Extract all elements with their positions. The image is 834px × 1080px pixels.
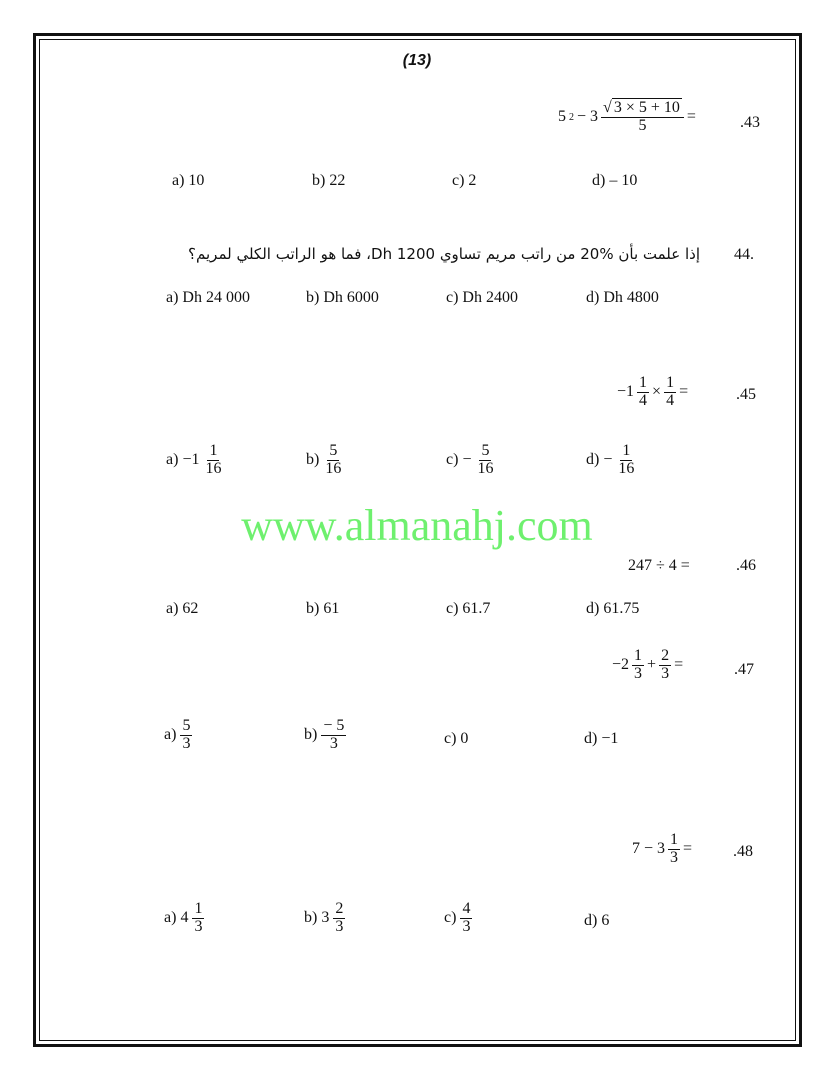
q44-option-d[interactable]: d) Dh 4800	[586, 289, 659, 306]
q47-option-b[interactable]: b) $\frac{- 5}{3}$	[304, 717, 345, 752]
q48-option-c[interactable]: c) $\frac{4}{3}$	[444, 900, 471, 935]
q46-option-a[interactable]: a) 62	[166, 600, 199, 617]
q46-option-c[interactable]: c) 61.7	[446, 600, 491, 617]
q45-option-b[interactable]: b) $\frac{5}{16}$	[306, 442, 342, 477]
q45-option-c[interactable]: c) − $\frac{5}{16}$	[446, 442, 494, 477]
q44-text: إذا علمت بأن %20 من راتب مريم تساوي 1200 Dh، فما هو الراتب الكلي لمريم؟	[188, 245, 700, 263]
q45-option-a[interactable]: a) −1 $\frac{1}{16}$	[166, 442, 222, 477]
q43-option-a[interactable]: a) 10	[172, 172, 205, 189]
q48-number: .48	[733, 843, 753, 860]
q44-option-a[interactable]: a) Dh 24 000	[166, 289, 250, 306]
q46-expression: 247 ÷ 4 =	[628, 557, 690, 574]
watermark: www.almanahj.com	[241, 501, 593, 550]
q47-expression: −2 $\frac{1}{3}$ + $\frac{2}{3}$ =	[612, 647, 684, 682]
q44-number: 44.	[734, 246, 754, 263]
q47-option-c[interactable]: c) 0	[444, 730, 469, 747]
q48-option-b[interactable]: b) 3 $\frac{2}{3}$	[304, 900, 344, 935]
q43-option-c[interactable]: c) 2	[452, 172, 477, 189]
q45-option-d[interactable]: d) − $\frac{1}{16}$	[586, 442, 635, 477]
q44-option-c[interactable]: c) Dh 2400	[446, 289, 518, 306]
q48-option-a[interactable]: a) 4 $\frac{1}{3}$	[164, 900, 203, 935]
q46-option-b[interactable]: b) 61	[306, 600, 340, 617]
q48-expression: 7 − 3 $\frac{1}{3}$ =	[632, 831, 693, 866]
page-number: (13)	[402, 52, 432, 69]
q43-option-d[interactable]: d) – 10	[592, 172, 638, 189]
q47-number: .47	[734, 661, 754, 678]
q46-option-d[interactable]: d) 61.75	[586, 600, 640, 617]
q43-number: .43	[740, 114, 760, 131]
q46-number: .46	[736, 557, 756, 574]
q43-option-b[interactable]: b) 22	[312, 172, 346, 189]
q48-option-d[interactable]: d) 6	[584, 912, 610, 929]
q45-number: .45	[736, 386, 756, 403]
q43-expression: 5 2 − 3 $\frac{√ 3 \times 5 + 10}{5}$ =	[558, 99, 696, 134]
q45-expression: −1 $\frac{1}{4}$ × $\frac{1}{4}$ =	[617, 374, 689, 409]
q47-option-d[interactable]: d) −1	[584, 730, 619, 747]
q47-option-a[interactable]: a) $\frac{5}{3}$	[164, 717, 191, 752]
q44-option-b[interactable]: b) Dh 6000	[306, 289, 379, 306]
